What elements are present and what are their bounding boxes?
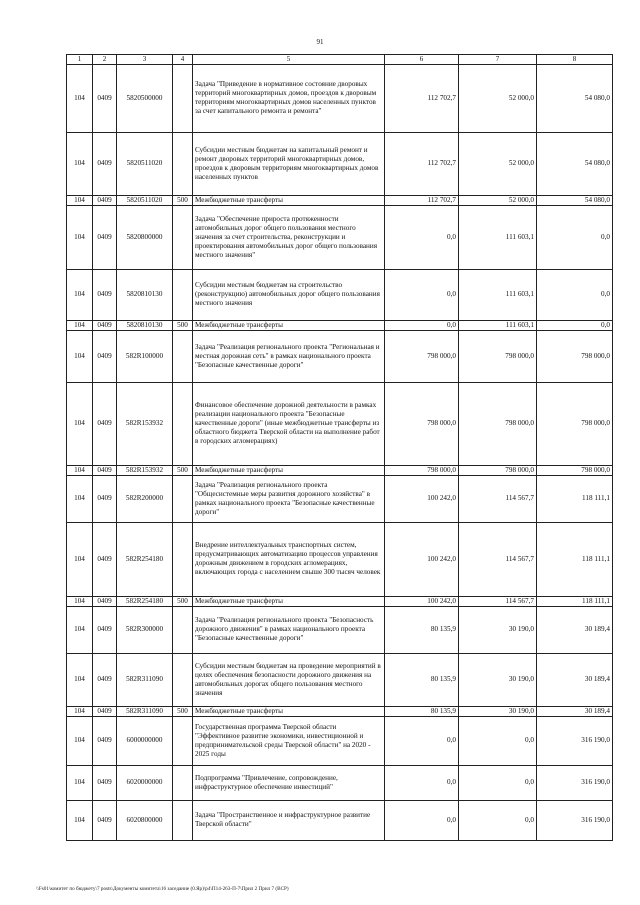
amount-cell: 30 189,4: [537, 653, 613, 706]
column-header: 5: [193, 55, 385, 65]
amount-cell: 52 000,0: [459, 132, 537, 195]
amount-cell: 54 080,0: [537, 195, 613, 205]
amount-cell: 798 000,0: [459, 330, 537, 382]
description-cell: Задача "Реализация регионального проекта "Общесистемные меры развития дорожного хозяйства" в рамках национального проекта "Безопасные качественные дороги": [193, 475, 385, 522]
code-cell: 5820500000: [117, 64, 173, 132]
description-cell: Задача "Реализация регионального проекта "Региональная и местная дорожная сеть" в рамках национального проекта "Безопасные качественные дороги": [193, 330, 385, 382]
column-header: 6: [385, 55, 459, 65]
code-cell: 0409: [93, 330, 117, 382]
table-row: [67, 475, 613, 522]
code-cell: 0409: [93, 269, 117, 320]
amount-cell: 30 189,4: [537, 706, 613, 716]
description-cell: Задача "Обеспечение прироста протяженности автомобильных дорог общего пользования местного значения за счет строительства, реконструкции и проектирования автомобильных дорог общего пользования местного значения": [193, 205, 385, 269]
code-cell: 104: [67, 320, 93, 330]
table-row: [67, 320, 613, 330]
code-cell: 500: [173, 706, 193, 716]
code-cell: [173, 606, 193, 653]
description-cell: Межбюджетные трансферты: [193, 706, 385, 716]
code-cell: 582R311090: [117, 653, 173, 706]
code-cell: 582R254180: [117, 522, 173, 596]
description-cell: Субсидии местным бюджетам на капитальный ремонт и ремонт дворовых территорий многоквартирных домов, проездов к дворовым территориям многоквартирных домов населенных пунктов: [193, 132, 385, 195]
amount-cell: 100 242,0: [385, 522, 459, 596]
code-cell: [173, 269, 193, 320]
table-row: [67, 382, 613, 465]
amount-cell: 798 000,0: [385, 465, 459, 475]
code-cell: 0409: [93, 653, 117, 706]
amount-cell: 0,0: [385, 800, 459, 840]
amount-cell: 798 000,0: [537, 382, 613, 465]
description-cell: Межбюджетные трансферты: [193, 465, 385, 475]
column-header: 2: [93, 55, 117, 65]
amount-cell: 0,0: [385, 320, 459, 330]
code-cell: [173, 205, 193, 269]
amount-cell: 112 702,7: [385, 64, 459, 132]
amount-cell: 114 567,7: [459, 475, 537, 522]
amount-cell: 111 603,1: [459, 205, 537, 269]
code-cell: 582R311090: [117, 706, 173, 716]
code-cell: 5820810130: [117, 269, 173, 320]
budget-table: [66, 54, 613, 841]
code-cell: 0409: [93, 606, 117, 653]
amount-cell: 798 000,0: [537, 465, 613, 475]
code-cell: [173, 800, 193, 840]
code-cell: 104: [67, 706, 93, 716]
column-header: 1: [67, 55, 93, 65]
code-cell: 104: [67, 195, 93, 205]
amount-cell: 114 567,7: [459, 522, 537, 596]
table-row: [67, 132, 613, 195]
code-cell: [173, 64, 193, 132]
amount-cell: 316 190,0: [537, 765, 613, 800]
amount-cell: 112 702,7: [385, 132, 459, 195]
code-cell: 5820511020: [117, 195, 173, 205]
code-cell: 5820810130: [117, 320, 173, 330]
code-cell: [173, 716, 193, 765]
amount-cell: 52 000,0: [459, 195, 537, 205]
amount-cell: 798 000,0: [385, 330, 459, 382]
amount-cell: 30 190,0: [459, 706, 537, 716]
amount-cell: 0,0: [459, 800, 537, 840]
code-cell: [173, 382, 193, 465]
amount-cell: 316 190,0: [537, 716, 613, 765]
code-cell: 0409: [93, 205, 117, 269]
amount-cell: 118 111,1: [537, 596, 613, 606]
code-cell: 500: [173, 320, 193, 330]
table-header-row: [67, 55, 613, 65]
code-cell: 0409: [93, 64, 117, 132]
amount-cell: 52 000,0: [459, 64, 537, 132]
table-row: [67, 653, 613, 706]
amount-cell: 111 603,1: [459, 320, 537, 330]
description-cell: Задача "Приведение в нормативное состояние дворовых территорий многоквартирных домов, проездов к дворовым территориям многоквартирных домов населенных пунктов за счет капитального ремонта и ремонта": [193, 64, 385, 132]
description-cell: Внедрение интеллектуальных транспортных систем, предусматривающих автоматизацию процессов управления дорожным движением в городских агломерациях, включающих города с населением свыше 300 тысяч человек: [193, 522, 385, 596]
code-cell: 6020800000: [117, 800, 173, 840]
table-row: [67, 465, 613, 475]
code-cell: 104: [67, 716, 93, 765]
amount-cell: 798 000,0: [385, 382, 459, 465]
column-header: 7: [459, 55, 537, 65]
amount-cell: 54 080,0: [537, 132, 613, 195]
table-row: [67, 205, 613, 269]
table-row: [67, 765, 613, 800]
code-cell: [173, 475, 193, 522]
code-cell: 582R100000: [117, 330, 173, 382]
amount-cell: 54 080,0: [537, 64, 613, 132]
amount-cell: 80 135,9: [385, 653, 459, 706]
table-row: [67, 706, 613, 716]
code-cell: 0409: [93, 765, 117, 800]
amount-cell: 0,0: [537, 320, 613, 330]
code-cell: 104: [67, 465, 93, 475]
table-row: [67, 522, 613, 596]
table-row: [67, 606, 613, 653]
description-cell: Государственная программа Тверской области "Эффективное развитие экономики, инвестиционной и предпринимательской среды Тверской области" на 2020 - 2025 годы: [193, 716, 385, 765]
code-cell: 104: [67, 765, 93, 800]
code-cell: 0409: [93, 382, 117, 465]
amount-cell: 80 135,9: [385, 706, 459, 716]
code-cell: 0409: [93, 475, 117, 522]
code-cell: 5820800000: [117, 205, 173, 269]
table-body: [67, 64, 613, 840]
code-cell: 0409: [93, 195, 117, 205]
amount-cell: 118 111,1: [537, 522, 613, 596]
column-header: 8: [537, 55, 613, 65]
amount-cell: 111 603,1: [459, 269, 537, 320]
description-cell: Задача "Пространственное и инфраструктурное развитие Тверской области": [193, 800, 385, 840]
code-cell: 0409: [93, 132, 117, 195]
page-number: 91: [316, 38, 324, 46]
amount-cell: 114 567,7: [459, 596, 537, 606]
code-cell: 6000000000: [117, 716, 173, 765]
amount-cell: 0,0: [537, 269, 613, 320]
amount-cell: 30 190,0: [459, 606, 537, 653]
description-cell: Подпрограмма "Привлечение, сопровождение, инфраструктурное обеспечение инвестиций": [193, 765, 385, 800]
table-row: [67, 195, 613, 205]
description-cell: Межбюджетные трансферты: [193, 195, 385, 205]
amount-cell: 112 702,7: [385, 195, 459, 205]
code-cell: [173, 653, 193, 706]
code-cell: 5820511020: [117, 132, 173, 195]
description-cell: Межбюджетные трансферты: [193, 320, 385, 330]
code-cell: 500: [173, 195, 193, 205]
column-header: 3: [117, 55, 173, 65]
table-row: [67, 330, 613, 382]
amount-cell: 100 242,0: [385, 596, 459, 606]
amount-cell: 118 111,1: [537, 475, 613, 522]
amount-cell: 0,0: [385, 716, 459, 765]
code-cell: 500: [173, 596, 193, 606]
amount-cell: 0,0: [385, 205, 459, 269]
amount-cell: 798 000,0: [459, 465, 537, 475]
code-cell: [173, 522, 193, 596]
code-cell: 582R200000: [117, 475, 173, 522]
table-row: [67, 716, 613, 765]
table-row: [67, 596, 613, 606]
code-cell: 0409: [93, 522, 117, 596]
code-cell: 0409: [93, 320, 117, 330]
code-cell: 104: [67, 596, 93, 606]
table-row: [67, 269, 613, 320]
amount-cell: 798 000,0: [459, 382, 537, 465]
code-cell: 582R153932: [117, 465, 173, 475]
code-cell: 0409: [93, 800, 117, 840]
description-cell: Субсидии местным бюджетам на строительство (реконструкцию) автомобильных дорог общего пользования местного значения: [193, 269, 385, 320]
amount-cell: 30 189,4: [537, 606, 613, 653]
code-cell: [173, 330, 193, 382]
amount-cell: 0,0: [385, 269, 459, 320]
code-cell: 0409: [93, 596, 117, 606]
code-cell: 6020000000: [117, 765, 173, 800]
amount-cell: 30 190,0: [459, 653, 537, 706]
amount-cell: 316 190,0: [537, 800, 613, 840]
code-cell: 104: [67, 64, 93, 132]
amount-cell: 0,0: [459, 716, 537, 765]
description-cell: Межбюджетные трансферты: [193, 596, 385, 606]
code-cell: 104: [67, 653, 93, 706]
amount-cell: 0,0: [459, 765, 537, 800]
table-row: [67, 800, 613, 840]
amount-cell: 100 242,0: [385, 475, 459, 522]
code-cell: 104: [67, 382, 93, 465]
code-cell: [173, 765, 193, 800]
description-cell: Задача "Реализация регионального проекта "Безопасность дорожного движения" в рамках национального проекта "Безопасные качественные дороги": [193, 606, 385, 653]
table-row: [67, 64, 613, 132]
code-cell: 104: [67, 269, 93, 320]
footer-file-path: \\Fs01\комитет по бюджету\7 posts\Документы комитета\16 заседание (0.Яр)\р4\П14-263-П-7\Прил 2 Прил 7 (ВСР): [36, 886, 289, 892]
code-cell: 104: [67, 522, 93, 596]
column-header: 4: [173, 55, 193, 65]
code-cell: 104: [67, 606, 93, 653]
code-cell: [173, 132, 193, 195]
code-cell: 582R254180: [117, 596, 173, 606]
code-cell: 0409: [93, 706, 117, 716]
amount-cell: 80 135,9: [385, 606, 459, 653]
code-cell: 0409: [93, 465, 117, 475]
amount-cell: 798 000,0: [537, 330, 613, 382]
code-cell: 104: [67, 475, 93, 522]
code-cell: 104: [67, 800, 93, 840]
code-cell: 500: [173, 465, 193, 475]
code-cell: 104: [67, 205, 93, 269]
code-cell: 582R153932: [117, 382, 173, 465]
code-cell: 104: [67, 330, 93, 382]
description-cell: Субсидии местным бюджетам на проведение мероприятий в целях обеспечения безопасности дорожного движения на автомобильных дорогах общего пользования местного значения: [193, 653, 385, 706]
description-cell: Финансовое обеспечение дорожной деятельности в рамках реализации национального проекта "Безопасные качественные дороги" (иные межбюджетные трансферты из областного бюджета Тверской области на выполнение работ в городских агломерациях): [193, 382, 385, 465]
code-cell: 0409: [93, 716, 117, 765]
amount-cell: 0,0: [537, 205, 613, 269]
code-cell: 104: [67, 132, 93, 195]
code-cell: 582R300000: [117, 606, 173, 653]
amount-cell: 0,0: [385, 765, 459, 800]
